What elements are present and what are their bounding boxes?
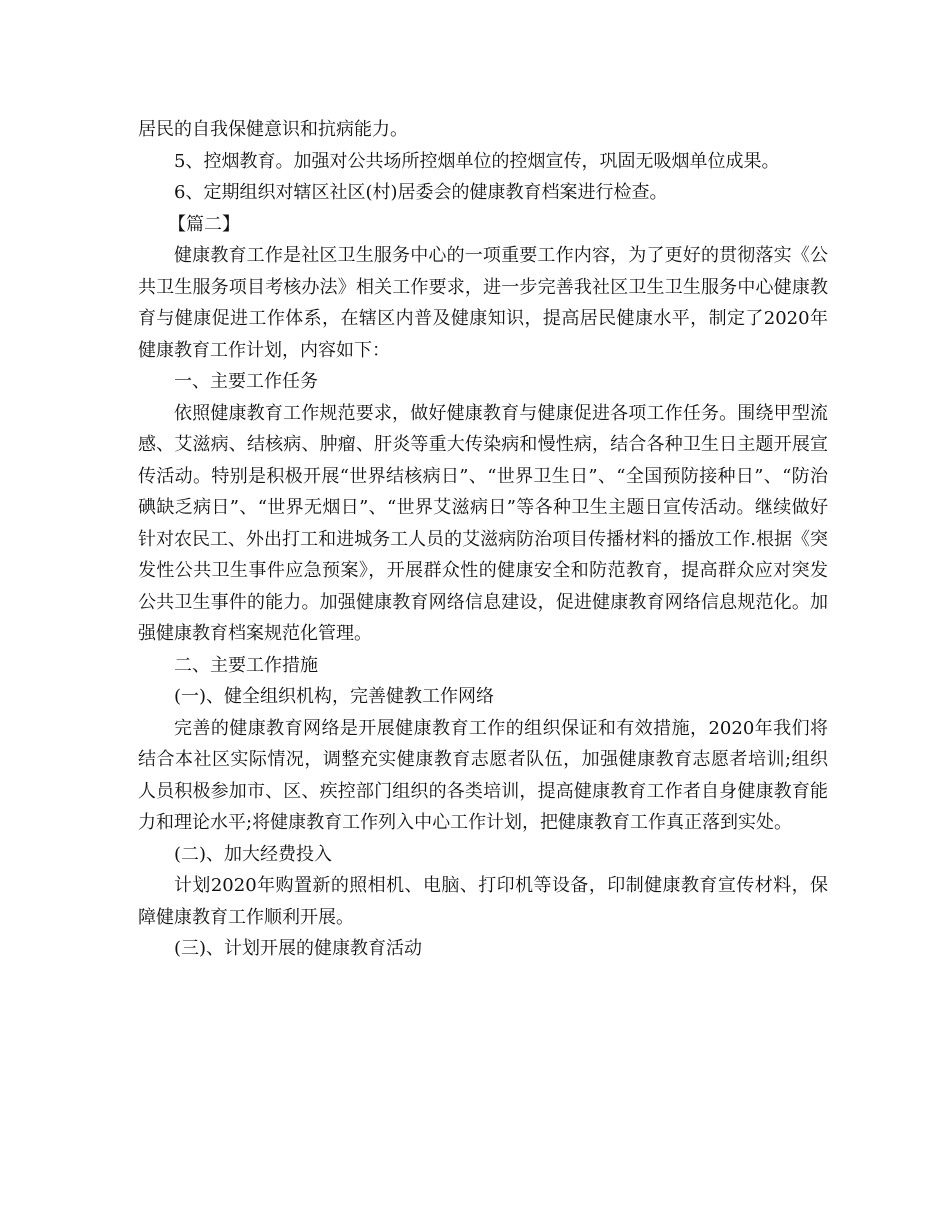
subheading-funding: (二)、加大经费投入 (174, 843, 333, 865)
paragraph-intro: 健康教育工作是社区卫生服务中心的一项重要工作内容，为了更好的贯彻落实《公共卫生服务项目考核办法》相关工作要求，进一步完善我社区卫生卫生服务中心健康教育与健康促进工作体系，在辖区内普及健康知识，提高居民健康水平，制定了2020年健康教育工作计划，内容如下： (138, 245, 828, 361)
section-heading-part-two: 【篇二】 (168, 213, 240, 235)
section-heading-main-measures: 二、主要工作措施 (174, 654, 318, 676)
document-body (138, 114, 828, 965)
paragraph-continuation: 居民的自我保健意识和抗病能力。 (138, 119, 408, 140)
paragraph-item-6: 6、定期组织对辖区社区(村)居委会的健康教育档案进行检查。 (174, 182, 668, 203)
section-heading-main-tasks: 一、主要工作任务 (174, 371, 318, 392)
paragraph-main-tasks: 依照健康教育工作规范要求，做好健康教育与健康促进各项工作任务。围绕甲型流感、艾滋病、结核病、肿瘤、肝炎等重大传染病和慢性病，结合各种卫生日主题开展宣传活动。特别是积极开展“世界结核病日”、“世界卫生日”、“全国预防接种日”、“防治碘缺乏病日”、“世界无烟日”、“世界艾滋病日”等各种卫生主题日宣传活动。继续做好针对农民工、外出打工和进城务工人员的艾滋病防治项目传播材料的播放工作.根据《突发性公共卫生事件应急预案》，开展群众性的健康安全和防范教育，提高群众应对突发公共卫生事件的能力。加强健康教育网络信息建设，促进健康教育网络信息规范化。加强健康教育档案规范化管理。 (138, 402, 828, 644)
subheading-organization: (一)、健全组织机构，完善健教工作网络 (174, 686, 495, 707)
paragraph-organization: 完善的健康教育网络是开展健康教育工作的组织保证和有效措施，2020年我们将结合本社区实际情况，调整充实健康教育志愿者队伍，加强健康教育志愿者培训;组织人员积极参加市、区、疾控部门组织的各类培训，提高健康教育工作者自身健康教育能力和理论水平;将健康教育工作列入中心工作计划，把健康教育工作真正落到实处。 (138, 717, 828, 833)
paragraph-item-5: 5、控烟教育。加强对公共场所控烟单位的控烟宣传，巩固无吸烟单位成果。 (174, 150, 780, 172)
subheading-activities: (三)、计划开展的健康教育活动 (174, 938, 423, 959)
paragraph-funding: 计划2020年购置新的照相机、电脑、打印机等设备，印制健康教育宣传材料，保障健康教育工作顺利开展。 (138, 875, 828, 928)
